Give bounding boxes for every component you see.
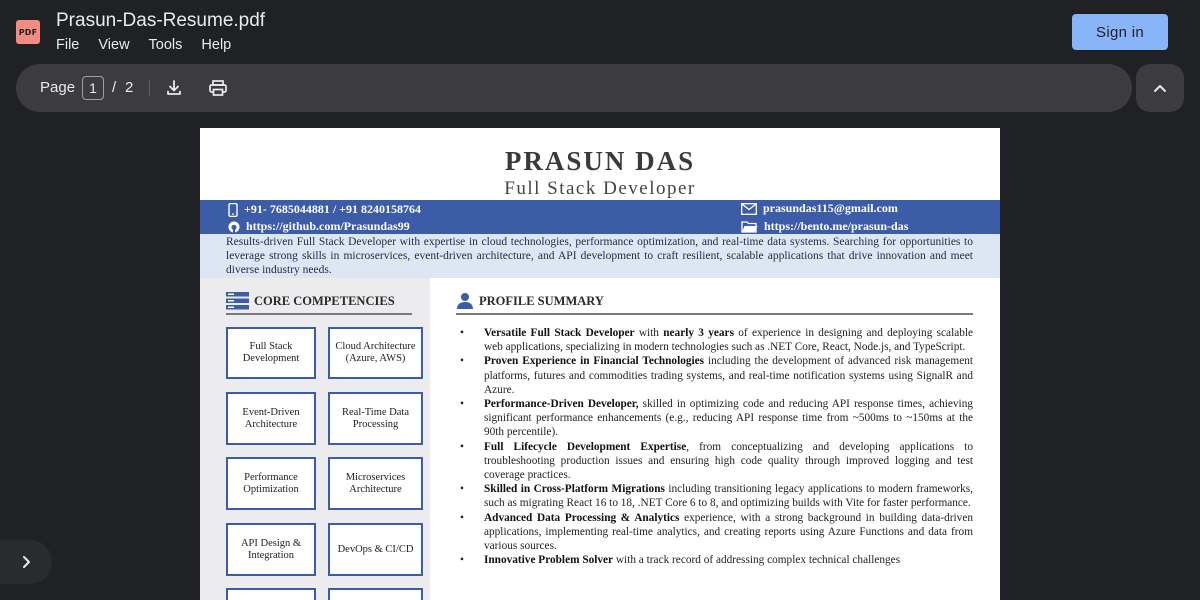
folder-icon [741, 221, 758, 233]
toolbar-divider [149, 80, 150, 96]
download-button[interactable] [162, 76, 186, 100]
profile-bullet: • Innovative Problem Solver with a track record of addressing complex technical challenges [458, 553, 973, 567]
contact-email: prasundas115@gmail.com [741, 201, 898, 216]
core-competencies-heading: CORE COMPETENCIES [226, 292, 395, 310]
document-title: Prasun-Das-Resume.pdf [56, 10, 266, 31]
profile-section [200, 278, 1000, 600]
print-button[interactable] [206, 76, 230, 100]
chevron-right-icon [21, 555, 31, 569]
page-number-input[interactable]: 1 [82, 76, 104, 100]
competency-box: Real-Time Data Processing [328, 392, 423, 445]
phone-icon [228, 203, 238, 217]
user-icon [456, 292, 474, 310]
summary-band [200, 234, 1000, 278]
competency-box: Event-Driven Architecture [226, 392, 316, 445]
competency-box: API Design & Integration [226, 523, 316, 576]
competency-box: Microservices Architecture [328, 457, 423, 510]
competency-box: Performance Optimization [226, 457, 316, 510]
contact-band [200, 200, 1000, 234]
contact-website: https://bento.me/prasun-das [741, 219, 908, 234]
page-total: 2 [125, 79, 134, 96]
profile-bullet: • Advanced Data Processing & Analytics experience, with a strong background in building data-driven applications, implementing real-time analytics, and creating reports using Azure Functions and data from various sources. [458, 511, 973, 554]
resume-name: PRASUN DAS [504, 146, 696, 176]
summary-text: Results-driven Full Stack Developer with expertise in cloud technologies, performance optimization, and real-time data systems. Searching for opportunities to leverage strong skills in microservices, event-driven architecture, and API development to craft resilient, scalable applications that drive innovation and meet diverse industry needs. [226, 236, 973, 276]
title-bar [0, 0, 1200, 64]
profile-heading-rule [456, 313, 973, 315]
print-icon [208, 79, 228, 97]
mail-icon [741, 203, 757, 215]
pdf-file-icon: PDF [16, 20, 40, 44]
pdf-page [200, 128, 1000, 600]
competency-box: Cloud Architecture (Azure, AWS) [328, 327, 423, 379]
sidebar-toggle-button[interactable] [0, 540, 52, 584]
profile-bullet: • Full Lifecycle Development Expertise, from conceptualizing and developing applications to troubleshooting production issues and ensuring high code quality through improved logging and test coverage practices. [458, 440, 973, 483]
sign-in-button[interactable]: Sign in [1072, 14, 1168, 50]
menu-help[interactable]: Help [201, 37, 232, 53]
download-icon [165, 79, 183, 97]
profile-bullet: • Performance-Driven Developer, skilled in optimizing code and reducing API response times, achieving significant performance enhancements (e.g., reducing API response time from ~500ms to ~150ms at the 90th percentile). [458, 397, 973, 440]
menu-bar [56, 37, 231, 53]
profile-bullet-list [458, 326, 973, 567]
page-label: Page [40, 79, 76, 96]
collapse-toolbar-button[interactable] [1136, 64, 1184, 112]
competency-box: DevOps & CI/CD [328, 523, 423, 576]
profile-bullet: • Skilled in Cross-Platform Migrations including transitioning legacy applications to modern frameworks, such as migrating React 16 to 18, .NET Core 6 to 8, and optimizing builds with Vite for faster performance. [458, 482, 973, 510]
menu-tools[interactable]: Tools [148, 37, 183, 53]
github-icon [228, 221, 240, 233]
menu-view[interactable]: View [98, 37, 130, 53]
competency-box: Full Stack Development [226, 327, 316, 379]
profile-summary-heading: PROFILE SUMMARY [456, 292, 604, 310]
page-separator: / [112, 79, 117, 96]
resume-role: Full Stack Developer [504, 178, 696, 199]
chevron-up-icon [1153, 83, 1167, 93]
pdf-toolbar [16, 64, 1132, 112]
profile-bullet: • Proven Experience in Financial Technologies including the development of advanced risk management platforms, futures and commodities trading systems, and real-time notification systems using SignalR and Azure. [458, 354, 973, 397]
profile-bullet: • Versatile Full Stack Developer with nearly 3 years of experience in designing and deploying scalable web applications, specializing in modern technologies such as .NET Core, React, Node.js, and TypeScript. [458, 326, 973, 354]
menu-file[interactable]: File [56, 37, 80, 53]
contact-github: https://github.com/Prasundas99 [228, 219, 410, 234]
contact-phone: +91- 7685044881 / +91 8240158764 [228, 202, 421, 217]
